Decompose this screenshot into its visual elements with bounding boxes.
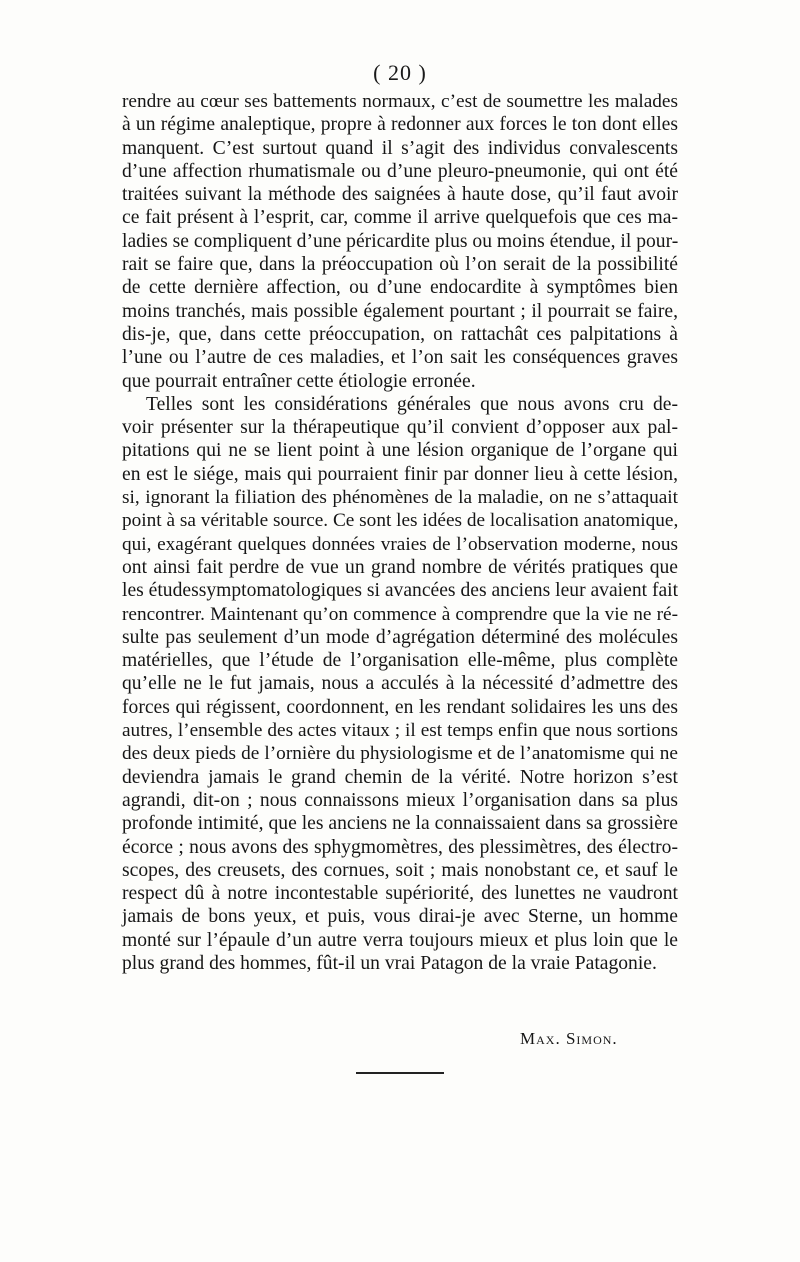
text-line: rait se faire que, dans la préoccupation où l’on serait de la possibilité (122, 254, 678, 276)
text-line: à un régime analeptique, propre à redonner aux forces le ton dont elles (122, 114, 678, 136)
text-line: scopes, des creusets, des cornues, soit ; mais nonobstant ce, et sauf le (122, 859, 678, 881)
text-line: écorce ; nous avons des sphygmomètres, des plessimètres, des électro- (122, 836, 678, 858)
text-line: l’une ou l’autre de ces maladies, et l’on sait les conséquences graves (122, 347, 678, 369)
text-line: monté sur l’épaule d’un autre verra toujours mieux et plus loin que le (122, 929, 678, 951)
text-line: point à sa véritable source. Ce sont les idées de localisation anatomique, (122, 510, 679, 532)
text-line: moins tranchés, mais possible également pourtant ; il pourrait se faire, (122, 300, 678, 322)
text-line: qu’elle ne le fut jamais, nous a acculés à la nécessité d’admettre des (122, 673, 678, 695)
text-line: profonde intimité, que les anciens ne la connaissaient dans sa grossière (122, 813, 678, 835)
end-rule-divider (356, 1072, 444, 1074)
text-line: jamais de bons yeux, et puis, vous dirai-je avec Sterne, un homme (122, 906, 678, 928)
text-line: respect dû à notre incontestable supériorité, des lunettes ne vaudront (122, 883, 678, 905)
text-line: ont ainsi fait perdre de vue un grand nombre de vérités pratiques que (122, 556, 678, 578)
text-line: d’une affection rhumatismale ou d’une pleuro-pneumonie, qui ont été (122, 160, 678, 182)
text-line: deviendra jamais le grand chemin de la vérité. Notre horizon s’est (122, 766, 678, 788)
text-line: des deux pieds de l’ornière du physiologisme et de l’anatomisme qui ne (122, 743, 678, 765)
text-line: les étudessymptomatologiques si avancées des anciens leur avaient fait (122, 580, 679, 602)
text-line: si, ignorant la filiation des phénomènes de la maladie, on ne s’attaquait (122, 487, 678, 509)
text-line: Telles sont les considérations générales que nous avons cru de- (146, 393, 678, 415)
text-line: sulte pas seulement d’un mode d’agrégation déterminé des molécules (122, 626, 678, 648)
author-signature: Max. Simon. (520, 1029, 618, 1048)
text-line: ce fait présent à l’esprit, car, comme il arrive quelquefois que ces ma- (122, 207, 678, 229)
text-line: dis-je, que, dans cette préoccupation, on rattachât ces palpitations à (122, 323, 678, 345)
text-line: qui, exagérant quelques données vraies de l’observation moderne, nous (122, 533, 678, 555)
text-line: traitées suivant la méthode des saignées à haute dose, qu’il faut avoir (122, 184, 678, 206)
text-line: ladies se compliquent d’une péricardite plus ou moins étendue, il pour- (122, 230, 679, 252)
body-text (122, 90, 678, 975)
paragraph-1 (122, 90, 678, 393)
text-line: plus grand des hommes, fût-il un vrai Patagon de la vraie Patagonie. (122, 952, 657, 974)
text-line: manquent. C’est surtout quand il s’agit des individus convalescents (122, 137, 678, 159)
text-line: rencontrer. Maintenant qu’on commence à comprendre que la vie ne ré- (122, 603, 678, 625)
text-line: de cette dernière affection, ou d’une endocardite à symptômes bien (122, 277, 678, 299)
text-line: autres, l’ensemble des actes vitaux ; il est temps enfin que nous sortions (122, 720, 678, 742)
text-line: matérielles, que l’étude de l’organisation elle-même, plus complète (122, 650, 678, 672)
text-line: rendre au cœur ses battements normaux, c’est de soumettre les malades (122, 91, 678, 112)
text-line: que pourrait entraîner cette étiologie erronée. (122, 370, 476, 392)
text-line: forces qui régissent, coordonnent, en les rendant solidaires les uns des (122, 696, 678, 718)
text-line: pitations qui ne se lient point à une lésion organique de l’organe qui (122, 440, 678, 462)
text-line: voir présenter sur la thérapeutique qu’il convient d’opposer aux pal- (122, 417, 678, 439)
text-line: en est le siége, mais qui pourraient finir par donner lieu à cette lésion, (122, 463, 678, 485)
paragraph-2 (122, 393, 678, 975)
text-line: agrandi, dit-on ; nous connaissons mieux l’organisation dans sa plus (122, 789, 678, 811)
page-number: ( 20 ) (373, 60, 427, 85)
